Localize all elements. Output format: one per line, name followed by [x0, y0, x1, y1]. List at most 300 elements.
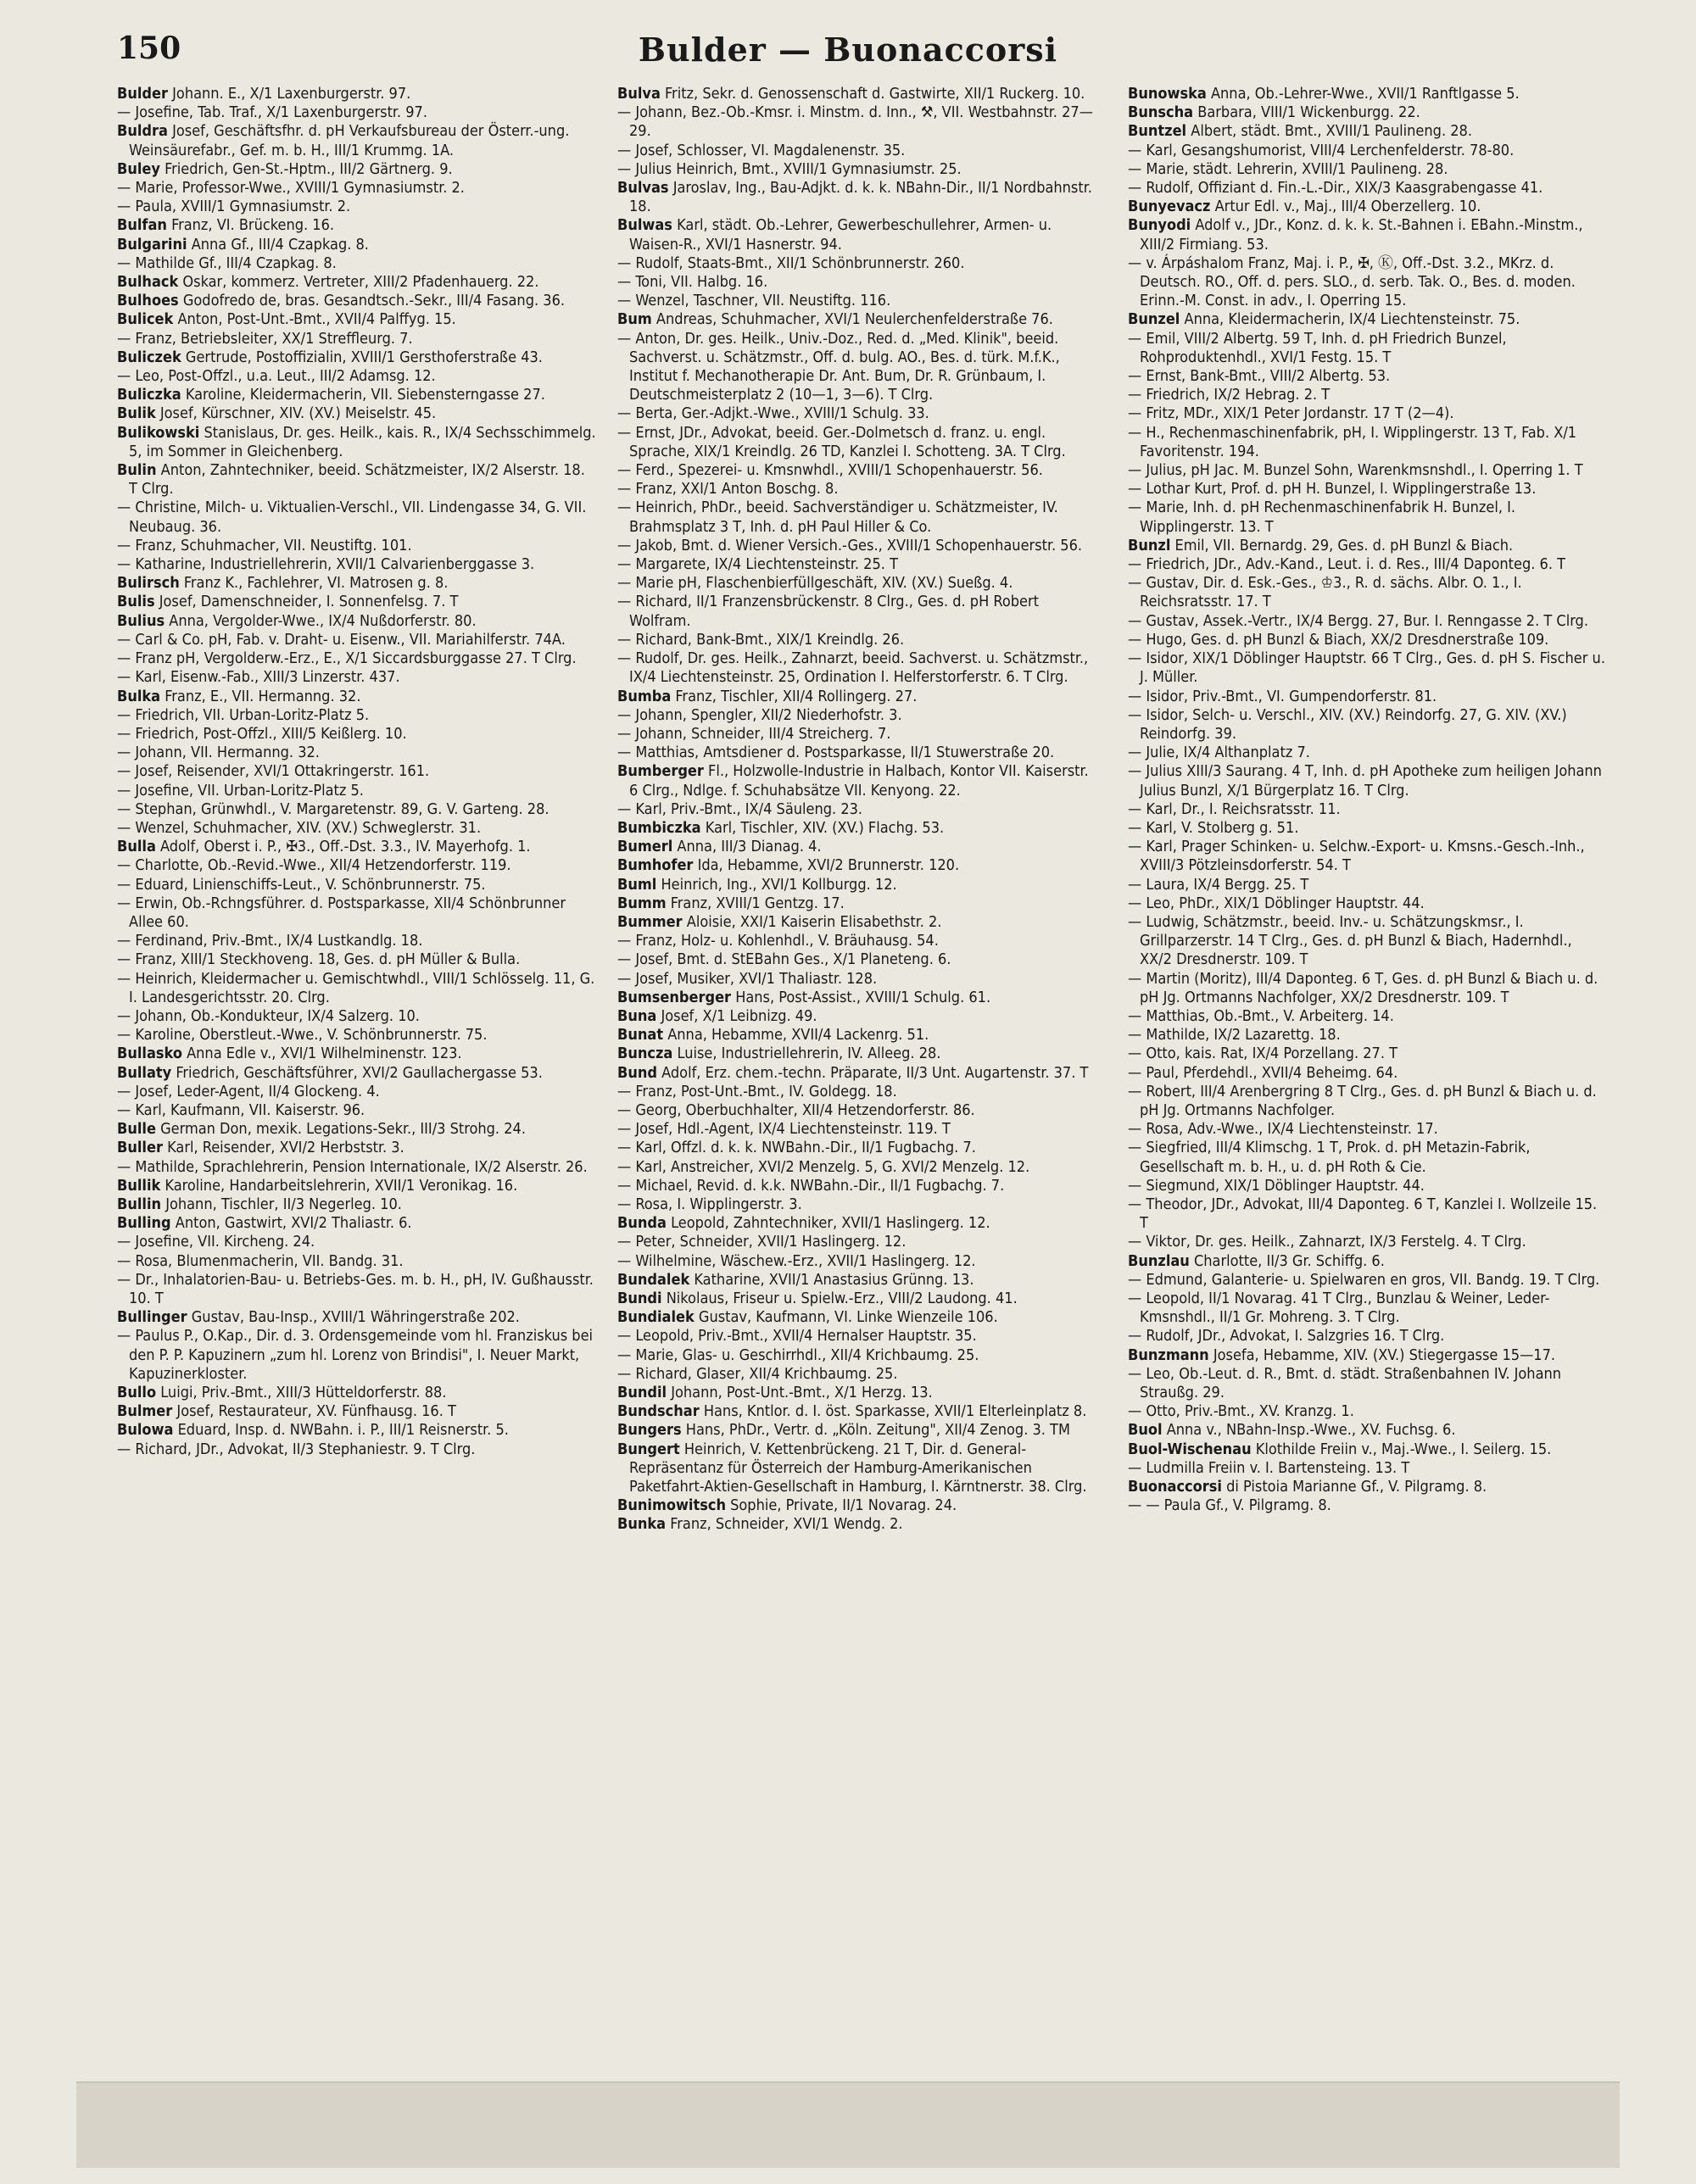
directory-entry [617, 330, 1096, 405]
directory-entry [1128, 424, 1607, 461]
entry-surname: Bulvas [617, 179, 669, 198]
entry-surname: Buonaccorsi [1128, 1478, 1222, 1496]
directory-entry [117, 198, 596, 216]
entry-text: Karoline, Handarbeitslehrerin, XVII/1 Veronikag. 16. [160, 1176, 518, 1195]
directory-entry [617, 574, 1096, 593]
entry-text: — Siegmund, XIX/1 Döblinger Hauptstr. 44. [1128, 1176, 1425, 1195]
directory-entry [617, 744, 1096, 762]
directory-entry [117, 1158, 596, 1177]
entry-text: Hans, PhDr., Vertr. d. „Köln. Zeitung", XII/4 Zenog. 3. TM [681, 1421, 1070, 1440]
directory-entry [617, 876, 1096, 894]
directory-entry [617, 179, 1096, 216]
entry-surname: Bunka [617, 1515, 667, 1534]
directory-entry [117, 386, 596, 404]
entry-surname: Bumm [617, 894, 667, 912]
directory-entry [617, 216, 1096, 254]
entry-text: — Johann, VII. Hermanng. 32. [117, 744, 320, 762]
entry-surname: Bulik [117, 404, 156, 423]
directory-entry [1128, 1083, 1607, 1120]
entry-text: — Leo, Post-Offzl., u.a. Leut., III/2 Adamsg. 12. [117, 367, 436, 386]
entry-text: — Karl, Anstreicher, XVI/2 Menzelg. 5, G. XVI/2 Menzelg. 12. [617, 1157, 1030, 1176]
directory-entry [1128, 367, 1607, 386]
directory-entry [1128, 894, 1607, 913]
entry-text: — Matthias, Amtsdiener d. Postsparkasse, II/1 Stuwerstraße 20. [617, 744, 1055, 762]
directory-entry [1128, 1233, 1607, 1251]
directory-entry [117, 1402, 596, 1421]
directory-entry [117, 631, 596, 649]
directory-entry [617, 688, 1096, 706]
entry-text: Josef, Geschäftsfhr. d. pH Verkaufsbureau der Österr.-ung. Weinsäurefabr., Gef. m. b. H., III/1 Krummg. 1A. [129, 122, 570, 159]
entry-surname: Buliczek [117, 348, 181, 366]
entry-text: — Franz, Post-Unt.-Bmt., IV. Goldegg. 18. [617, 1082, 897, 1100]
entry-surname: Bullinger [117, 1308, 187, 1327]
entry-text: — Rudolf, Offiziant d. Fin.-L.-Dir., XIX/3 Kaasgrabengasse 41. [1128, 179, 1543, 198]
entry-text: — Rosa, Blumenmacherin, VII. Bandg. 31. [117, 1251, 404, 1270]
directory-entry [117, 744, 596, 762]
directory-entry [617, 593, 1096, 630]
directory-entry [117, 706, 596, 725]
entry-text: — Josefine, VII. Kircheng. 24. [117, 1233, 315, 1251]
entry-text: Johann. E., X/1 Laxenburgerstr. 97. [168, 85, 411, 103]
directory-entry [617, 1421, 1096, 1440]
directory-entry [117, 1421, 596, 1440]
entry-text: Josefa, Hebamme, XIV. (XV.) Stiegergasse 15—17. [1208, 1346, 1556, 1364]
page-title: Bulder — Buonaccorsi [638, 31, 1058, 69]
directory-entry [1128, 1290, 1607, 1327]
entry-text: — Emil, VIII/2 Albertg. 59 T, Inh. d. pH Friedrich Bunzel, Rohproduktenhdl., XVI/1 Festg. 15. T [1128, 329, 1507, 366]
entry-text: — Christine, Milch- u. Viktualien-Verschl., VII. Lindengasse 34, G. VII. Neubaug. 36. [117, 499, 587, 536]
directory-entry [617, 480, 1096, 499]
entry-text: — Leopold, II/1 Novarag. 41 T Clrg., Bunzlau & Weiner, Leder-Kmsnshdl., II/1 Gr. Mohreng. 3. T Clrg. [1128, 1290, 1550, 1327]
directory-entry [617, 1308, 1096, 1327]
directory-entry [117, 1101, 596, 1120]
entry-text: Adolf, Oberst i. P., ✠3., Off.-Dst. 3.3., IV. Mayerhofg. 1. [155, 838, 531, 856]
directory-entry [617, 649, 1096, 687]
directory-entry [1128, 838, 1607, 875]
entry-text: — Marie, Inh. d. pH Rechenmaschinenfabrik H. Bunzel, I. Wipplingerstr. 13. T [1128, 499, 1516, 536]
entry-text: — Charlotte, Ob.-Revid.-Wwe., XII/4 Hetzendorferstr. 119. [117, 856, 511, 875]
directory-entry [117, 1271, 596, 1308]
entry-surname: Bulikowski [117, 423, 200, 442]
directory-entry [617, 1026, 1096, 1045]
entry-text: Luigi, Priv.-Bmt., XIII/3 Hütteldorferstr. 88. [156, 1384, 447, 1402]
entry-text: Franz, Schneider, XVI/1 Wendg. 2. [666, 1515, 903, 1534]
entry-surname: Bumba [617, 687, 672, 705]
directory-entry [117, 1045, 596, 1063]
entry-text: — Erwin, Ob.-Rchngsführer. d. Postsparkasse, XII/4 Schönbrunner Allee 60. [117, 894, 566, 931]
entry-text: — Robert, III/4 Arenbergring 8 T Clrg., Ges. d. pH Bunzl & Biach u. d. pH Jg. Ortmanns Nachfolger. [1128, 1082, 1597, 1119]
entry-text: di Pistoia Marianne Gf., V. Pilgramg. 8. [1221, 1478, 1487, 1496]
directory-entry [1128, 1402, 1607, 1421]
entry-text: — Franz, XXI/1 Anton Boschg. 8. [617, 480, 839, 499]
entry-surname: Bulicek [117, 310, 174, 329]
directory-entry [117, 688, 596, 706]
entry-text: Anton, Zahntechniker, beeid. Schätzmeister, IX/2 Alserstr. 18. T Clrg. [129, 461, 585, 499]
directory-entry [1128, 142, 1607, 160]
entry-text: Albert, städt. Bmt., XVIII/1 Paulineng. 28. [1186, 122, 1472, 141]
directory-entry [1128, 688, 1607, 706]
entry-surname: Bunzlau [1128, 1251, 1190, 1270]
directory-entry [1128, 537, 1607, 555]
directory-entry [117, 1252, 596, 1271]
directory-entry [117, 236, 596, 254]
entry-text: Anna, Vergolder-Wwe., IX/4 Nußdorferstr. 80. [165, 611, 477, 630]
entry-surname: Bunyevacz [1128, 198, 1211, 216]
directory-entry [617, 461, 1096, 480]
entry-surname: Bumberger [617, 762, 704, 781]
entry-text: — Julius Heinrich, Bmt., XVIII/1 Gymnasiumstr. 25. [617, 159, 962, 178]
directory-entry [617, 950, 1096, 969]
directory-entry [1128, 744, 1607, 762]
entry-text: — Marie, Professor-Wwe., XVIII/1 Gymnasiumstr. 2. [117, 179, 465, 198]
entry-text: — Hugo, Ges. d. pH Bunzl & Biach, XX/2 Dresdnerstraße 109. [1128, 630, 1549, 649]
directory-entry [617, 1233, 1096, 1251]
directory-entry [117, 838, 596, 856]
directory-entry [117, 1384, 596, 1402]
directory-entry [617, 537, 1096, 555]
directory-entry [1128, 1327, 1607, 1346]
entry-surname: Bundil [617, 1384, 667, 1402]
directory-entry [1128, 555, 1607, 574]
directory-entry [117, 330, 596, 348]
entry-text: — H., Rechenmaschinenfabrik, pH, I. Wipplingerstr. 13 T, Fab. X/1 Favoritenstr. 194. [1128, 423, 1577, 460]
entry-text: — Rosa, I. Wipplingerstr. 3. [617, 1195, 802, 1213]
directory-entry [117, 424, 596, 461]
entry-text: — Rudolf, JDr., Advokat, I. Salzgries 16. T Clrg. [1128, 1327, 1445, 1346]
entry-text: Franz, XVIII/1 Gentzg. 17. [666, 894, 845, 912]
entry-surname: Bulva [617, 85, 661, 103]
entry-surname: Bullik [117, 1176, 161, 1195]
entry-surname: Bunat [617, 1026, 664, 1045]
directory-entry [117, 292, 596, 310]
entry-surname: Bundi [617, 1290, 662, 1307]
entry-text: — Leo, PhDr., XIX/1 Döblinger Hauptstr. 44. [1128, 894, 1425, 912]
entry-text: — Julie, IX/4 Althanplatz 7. [1128, 744, 1310, 762]
entry-surname: Bunzel [1128, 310, 1180, 329]
entry-text: — — Paula Gf., V. Pilgramg. 8. [1128, 1496, 1331, 1515]
entry-text: — Wenzel, Taschner, VII. Neustiftg. 116. [617, 292, 891, 310]
entry-text: — Johann, Bez.-Ob.-Kmsr. i. Minstm. d. Inn., ⚒, VII. Westbahnstr. 27—29. [617, 103, 1093, 141]
directory-entry [1128, 386, 1607, 404]
directory-entry [117, 1308, 596, 1327]
entry-text: — Ernst, Bank-Bmt., VIII/2 Albertg. 53. [1128, 367, 1391, 386]
entry-text: Fl., Holzwolle-Industrie in Halbach, Kontor VII. Kaiserstr. 6 Clrg., Ndlge. f. Schuhabsätze VII. Kenyong. 22. [629, 762, 1089, 800]
entry-surname: Bullin [117, 1195, 162, 1213]
directory-entry [617, 424, 1096, 461]
entry-text: Nikolaus, Friseur u. Spielw.-Erz., VIII/2 Laudong. 41. [661, 1290, 1018, 1307]
directory-entry [117, 216, 596, 235]
directory-entry [617, 1496, 1096, 1515]
entry-text: — Karl, V. Stolberg g. 51. [1128, 818, 1299, 837]
directory-entry [117, 819, 596, 838]
entry-text: — Karl, Offzl. d. k. k. NWBahn.-Dir., II/1 Fugbachg. 7. [617, 1139, 976, 1157]
entry-text: — Julius, pH Jac. M. Bunzel Sohn, Warenkmsnshdl., I. Operring 1. T [1128, 461, 1583, 480]
entry-text: — Ferd., Spezerei- u. Kmsnwhdl., XVIII/1 Schopenhauerstr. 56. [617, 461, 1043, 480]
entry-text: — Edmund, Galanterie- u. Spielwaren en gros, VII. Bandg. 19. T Clrg. [1128, 1270, 1600, 1289]
directory-entry [117, 1195, 596, 1214]
entry-text: — Karoline, Oberstleut.-Wwe., V. Schönbrunnerstr. 75. [117, 1026, 488, 1045]
directory-entry [1128, 1026, 1607, 1045]
entry-text: — Carl & Co. pH, Fab. v. Draht- u. Eisenw., VII. Mariahilferstr. 74A. [117, 630, 566, 649]
directory-entry [617, 932, 1096, 950]
directory-entry [1128, 1365, 1607, 1402]
entry-surname: Bulhack [117, 273, 179, 292]
entry-text: — Karl, Gesangshumorist, VIII/4 Lerchenfelderstr. 78-80. [1128, 141, 1515, 159]
directory-entry [617, 1515, 1096, 1534]
entry-text: — Ludwig, Schätzmstr., beeid. Inv.- u. Schätzungskmsr., I. Grillparzerstr. 14 T Clrg., Ges. d. pH Bunzl & Biach, Hadernhdl., XX/2 Dresdnerstr. 109. T [1128, 912, 1572, 969]
directory-entry [617, 1214, 1096, 1233]
directory-entry [617, 913, 1096, 932]
entry-text: Anna, Hebamme, XVII/4 Lackenrg. 51. [663, 1026, 929, 1045]
directory-entry [617, 160, 1096, 179]
entry-text: — Leopold, Priv.-Bmt., XVII/4 Hernalser Hauptstr. 35. [617, 1327, 977, 1346]
directory-entry [117, 1083, 596, 1101]
directory-entry [1128, 1478, 1607, 1496]
entry-text: — Richard, II/1 Franzensbrückenstr. 8 Clrg., Ges. d. pH Robert Wolfram. [617, 593, 1039, 630]
entry-text: Johann, Post-Unt.-Bmt., X/1 Herzg. 13. [667, 1384, 933, 1402]
entry-text: Stanislaus, Dr. ges. Heilk., kais. R., IX/4 Sechsschimmelg. 5, im Sommer in Gleichenberg. [129, 423, 596, 460]
entry-surname: Bulis [117, 593, 155, 611]
directory-entry [1128, 574, 1607, 611]
directory-entry [117, 1214, 596, 1233]
directory-entry [1128, 1252, 1607, 1271]
directory-entry [117, 970, 596, 1007]
entry-text: — Matthias, Ob.-Bmt., V. Arbeiterg. 14. [1128, 1006, 1394, 1025]
entry-text: — Anton, Dr. ges. Heilk., Univ.-Doz., Red. d. „Med. Klinik", beeid. Sachverst. u. Schätzmstr., Off. d. bulg. AO., Bes. d. türk. M.f.K., Institut f. Mechanotherapie Dr. Ant. Bum, Dr. R. Grünbaum, I. Deutschmeisterplatz 2 (10—1, 3—6). T Clrg. [617, 329, 1060, 404]
directory-entry [1128, 160, 1607, 179]
entry-text: — Rudolf, Staats-Bmt., XII/1 Schönbrunnerstr. 260. [617, 254, 965, 272]
entry-text: Karl, Tischler, XIV. (XV.) Flachg. 53. [700, 818, 945, 837]
entry-text: Karl, städt. Ob.-Lehrer, Gewerbeschullehrer, Armen- u. Waisen-R., XVI/1 Hasnerstr. 94. [629, 216, 1052, 254]
entry-text: Gustav, Bau-Insp., XVIII/1 Währingerstraße 202. [187, 1308, 520, 1327]
entry-text: — Franz, XIII/1 Steckhoveng. 18, Ges. d. pH Müller & Bulla. [117, 950, 521, 969]
directory-entry [1128, 179, 1607, 198]
entry-text: Gertrude, Postoffizialin, XVIII/1 Gersthoferstraße 43. [181, 348, 543, 366]
directory-entry [117, 555, 596, 574]
entry-text: Franz, Tischler, XII/4 Rollingerg. 27. [671, 687, 918, 705]
directory-entry [117, 1177, 596, 1195]
directory-entry [1128, 1139, 1607, 1176]
entry-surname: Bungert [617, 1440, 680, 1458]
entry-text: — Paulus P., O.Kap., Dir. d. 3. Ordensgemeinde vom hl. Franziskus bei den P. P. Kapuzinern „zum hl. Lorenz von Brindisi", I. Neuer Markt, Kapuzinerkloster. [117, 1327, 594, 1383]
entry-surname: Bunowska [1128, 85, 1207, 103]
directory-entry [617, 1440, 1096, 1497]
directory-entry [1128, 461, 1607, 480]
entry-text: Klothilde Freiin v., Maj.-Wwe., I. Seilerg. 15. [1251, 1440, 1552, 1458]
directory-entry [1128, 1064, 1607, 1083]
directory-entry [617, 1120, 1096, 1139]
directory-entry [617, 1064, 1096, 1083]
entry-text: — Karl, Prager Schinken- u. Selchw.-Export- u. Kmsns.-Gesch.-Inh., XVIII/3 Pötzleinsdorferstr. 54. T [1128, 838, 1585, 875]
entry-text: — Josefine, VII. Urban-Loritz-Platz 5. [117, 781, 364, 800]
entry-text: Anna v., NBahn-Insp.-Wwe., XV. Fuchsg. 6. [1162, 1421, 1456, 1440]
directory-entry [117, 593, 596, 611]
entry-surname: Bulka [117, 687, 161, 705]
entry-text: Karoline, Kleidermacherin, VII. Siebensterngasse 27. [181, 386, 545, 404]
directory-entry [617, 1007, 1096, 1026]
entry-text: Josef, Kürschner, XIV. (XV.) Meiselstr. 45. [155, 404, 437, 423]
directory-entry [117, 800, 596, 819]
directory-entry [617, 800, 1096, 819]
entry-text: Anton, Gastwirt, XVI/2 Thaliastr. 6. [170, 1214, 412, 1233]
entry-text: — Ludmilla Freiin v. I. Bartensteing. 13. T [1128, 1458, 1410, 1477]
directory-entry [117, 668, 596, 687]
entry-text: — Marie, städt. Lehrerin, XVIII/1 Paulineng. 28. [1128, 159, 1448, 178]
entry-text: — Otto, Priv.-Bmt., XV. Kranzg. 1. [1128, 1402, 1354, 1421]
directory-entry [1128, 1496, 1607, 1515]
directory-entry [617, 1101, 1096, 1120]
entry-surname: Bulder [117, 85, 168, 103]
entry-text: — Franz, Betriebsleiter, XX/1 Streffleurg. 7. [117, 329, 413, 348]
entry-text: — Isidor, Selch- u. Verschl., XIV. (XV.) Reindorfg. 27, G. XIV. (XV.) Reindorfg. 39. [1128, 705, 1567, 743]
entry-surname: Buliczka [117, 386, 181, 404]
entry-text: — Stephan, Grünwhdl., V. Margaretenstr. 89, G. V. Garteng. 28. [117, 800, 550, 818]
entry-text: — Peter, Schneider, XVII/1 Haslingerg. 12. [617, 1233, 907, 1251]
entry-text: — Michael, Revid. d. k.k. NWBahn.-Dir., II/1 Fugbachg. 7. [617, 1176, 1005, 1195]
entry-text: — Rudolf, Dr. ges. Heilk., Zahnarzt, beeid. Sachverst. u. Schätzmstr., IX/4 Liechtensteinstr. 25, Ordination I. Helferstorferstr. 6. T Clrg. [617, 649, 1089, 687]
entry-text: Anna, Ob.-Lehrer-Wwe., XVII/1 Ranftlgasse 5. [1206, 85, 1520, 103]
entry-text: — Georg, Oberbuchhalter, XII/4 Hetzendorferstr. 86. [617, 1100, 975, 1119]
directory-entry [117, 348, 596, 367]
entry-text: — Fritz, MDr., XIX/1 Peter Jordanstr. 17 T (2—4). [1128, 404, 1454, 423]
entry-text: — Viktor, Dr. ges. Heilk., Zahnarzt, IX/3 Ferstelg. 4. T Clrg. [1128, 1233, 1526, 1251]
entry-text: Luise, Industriellehrerin, IV. Alleeg. 28. [672, 1045, 941, 1063]
directory-entry [117, 782, 596, 800]
directory-entry [1128, 103, 1607, 122]
entry-text: Katharine, XVII/1 Anastasius Grünng. 13. [689, 1270, 974, 1289]
directory-entry [617, 762, 1096, 800]
directory-entry [1128, 631, 1607, 649]
directory-entry [617, 1384, 1096, 1402]
directory-entry [117, 856, 596, 875]
directory-entry [617, 706, 1096, 725]
entry-text: Eduard, Insp. d. NWBahn. i. P., III/1 Reisnerstr. 5. [173, 1421, 509, 1440]
directory-entry [117, 1120, 596, 1139]
entry-surname: Bunscha [1128, 103, 1194, 122]
entry-text: — Theodor, JDr., Advokat, III/4 Daponteg. 6 T, Kanzlei I. Wollzeile 15. T [1128, 1195, 1598, 1233]
entry-text: — Mathilde, IX/2 Lazarettg. 18. [1128, 1026, 1341, 1045]
directory-entry [617, 1327, 1096, 1346]
directory-entry [117, 254, 596, 273]
directory-entry [617, 894, 1096, 913]
entry-text: Sophie, Private, II/1 Novarag. 24. [725, 1496, 957, 1515]
directory-entry [117, 273, 596, 292]
column-1 [117, 85, 596, 2060]
entry-text: — Katharine, Industriellehrerin, XVII/1 Calvarienberggasse 3. [117, 555, 535, 574]
directory-entry [1128, 254, 1607, 311]
directory-entry [1128, 85, 1607, 103]
entry-surname: Bundschar [617, 1402, 700, 1421]
entry-surname: Buley [117, 159, 160, 178]
directory-entry [117, 1440, 596, 1459]
directory-entry [117, 1139, 596, 1157]
entry-text: Adolf, Erz. chem.-techn. Präparate, II/3 Unt. Augartenstr. 37. T [657, 1063, 1089, 1082]
entry-text: — Josef, Bmt. d. StEBahn Ges., X/1 Planeteng. 6. [617, 950, 951, 969]
directory-entry [1128, 762, 1607, 800]
directory-entry [617, 1365, 1096, 1384]
entry-surname: Buna [617, 1006, 657, 1025]
directory-entry [117, 1064, 596, 1083]
directory-entry [617, 631, 1096, 649]
entry-text: Jaroslav, Ing., Bau-Adjkt. d. k. k. NBahn-Dir., II/1 Nordbahnstr. 18. [629, 179, 1092, 216]
entry-text: — Ferdinand, Priv.-Bmt., IX/4 Lustkandlg. 18. [117, 932, 423, 950]
directory-entry [1128, 913, 1607, 970]
entry-text: — Paula, XVIII/1 Gymnasiumstr. 2. [117, 198, 351, 216]
directory-entry [117, 612, 596, 631]
entry-text: — Jakob, Bmt. d. Wiener Versich.-Ges., XVIII/1 Schopenhauerstr. 56. [617, 536, 1083, 554]
directory-entry [1128, 216, 1607, 254]
directory-entry [617, 970, 1096, 989]
entry-text: — Richard, Bank-Bmt., XIX/1 Kreindlg. 26. [617, 630, 905, 649]
entry-surname: Bund [617, 1063, 657, 1082]
entry-text: Anna, III/3 Dianag. 4. [672, 838, 822, 856]
directory-entry [1128, 1177, 1607, 1195]
entry-text: — Josef, Schlosser, VI. Magdalenenstr. 35. [617, 141, 906, 159]
entry-text: — Richard, Glaser, XII/4 Krichbaumg. 25. [617, 1364, 898, 1383]
entry-text: Adolf v., JDr., Konz. d. k. k. St.-Bahnen i. EBahn.-Minstm., XIII/2 Firmiang. 53. [1140, 216, 1583, 254]
directory-entry [617, 103, 1096, 141]
entry-text: — Rosa, Adv.-Wwe., IX/4 Liechtensteinstr. 17. [1128, 1120, 1438, 1139]
directory-entry [617, 1177, 1096, 1195]
entry-surname: Bumbiczka [617, 818, 701, 837]
entry-text: — Julius XIII/3 Saurang. 4 T, Inh. d. pH Apotheke zum heiligen Johann Julius Bunzl, X/1 Bürgerplatz 16. T Clrg. [1128, 762, 1602, 800]
entry-surname: Bungers [617, 1421, 682, 1440]
entry-text: Oskar, kommerz. Vertreter, XIII/2 Pfadenhauerg. 22. [178, 273, 539, 292]
entry-surname: Bum [617, 310, 652, 329]
entry-text: Emil, VII. Bernardg. 29, Ges. d. pH Bunzl & Biach. [1170, 536, 1514, 554]
entry-text: Hans, Post-Assist., XVIII/1 Schulg. 61. [731, 988, 991, 1006]
directory-entry [1128, 1120, 1607, 1139]
entry-text: — Wilhelmine, Wäschew.-Erz., XVII/1 Haslingerg. 12. [617, 1251, 976, 1270]
directory-entry [1128, 800, 1607, 819]
entry-text: Anton, Post-Unt.-Bmt., XVII/4 Palffyg. 15. [173, 310, 456, 329]
directory-entry [1128, 819, 1607, 838]
entry-surname: Buol-Wischenau [1128, 1440, 1252, 1458]
entry-text: — Josef, Leder-Agent, II/4 Glockeng. 4. [117, 1082, 380, 1100]
directory-entry [117, 404, 596, 423]
entry-surname: Bullasko [117, 1045, 182, 1063]
entry-text: — Marie pH, Flaschenbierfüllgeschäft, XIV. (XV.) Sueßg. 4. [617, 574, 1013, 593]
entry-text: — Mathilde, Sprachlehrerin, Pension Internationale, IX/2 Alserstr. 26. [117, 1157, 588, 1176]
directory-entry [117, 499, 596, 536]
directory-entry [1128, 198, 1607, 216]
entry-text: — Richard, JDr., Advokat, II/3 Stephaniestr. 9. T Clrg. [117, 1440, 476, 1458]
entry-text: — Heinrich, PhDr., beeid. Sachverständiger u. Schätzmeister, IV. Brahmsplatz 3 T, Inh. d. pH Paul Hiller & Co. [617, 499, 1058, 536]
entry-text: — Margarete, IX/4 Liechtensteinstr. 25. T [617, 555, 898, 574]
entry-text: — Mathilde Gf., III/4 Czapkag. 8. [117, 254, 337, 272]
directory-entry [1128, 1195, 1607, 1233]
entry-text: Josef, Restaurateur, XV. Fünfhausg. 16. T [172, 1402, 456, 1421]
directory-entry [1128, 1045, 1607, 1063]
entry-text: — Martin (Moritz), III/4 Daponteg. 6 T, Ges. d. pH Bunzl & Biach u. d. pH Jg. Ortmanns Nachfolger, XX/2 Dresdnerstr. 109. T [1128, 969, 1598, 1006]
directory-entry [617, 989, 1096, 1007]
entry-text: Heinrich, Ing., XVI/1 Kollburgg. 12. [656, 875, 897, 894]
entry-text: — Gustav, Dir. d. Esk.-Ges., ♔3., R. d. sächs. Albr. O. 1., I. Reichsratsstr. 17. T [1128, 574, 1522, 611]
directory-entry [617, 725, 1096, 744]
entry-surname: Bundialek [617, 1308, 695, 1327]
entry-surname: Bumhofer [617, 856, 694, 875]
page-number: 150 [117, 31, 181, 66]
entry-text: Karl, Reisender, XVI/2 Herbststr. 3. [162, 1139, 404, 1157]
entry-text: — Heinrich, Kleidermacher u. Gemischtwhdl., VIII/1 Schlösselg. 11, G. I. Landesgerichtsstr. 20. Clrg. [117, 969, 595, 1006]
entry-surname: Buldra [117, 122, 168, 141]
entry-text: Franz, VI. Brückeng. 16. [166, 216, 335, 235]
entry-surname: Bulin [117, 461, 157, 480]
entry-surname: Buml [617, 875, 657, 894]
directory-entry [617, 1252, 1096, 1271]
entry-text: Gustav, Kaufmann, VI. Linke Wienzeile 106. [694, 1308, 998, 1327]
directory-entry [117, 649, 596, 668]
